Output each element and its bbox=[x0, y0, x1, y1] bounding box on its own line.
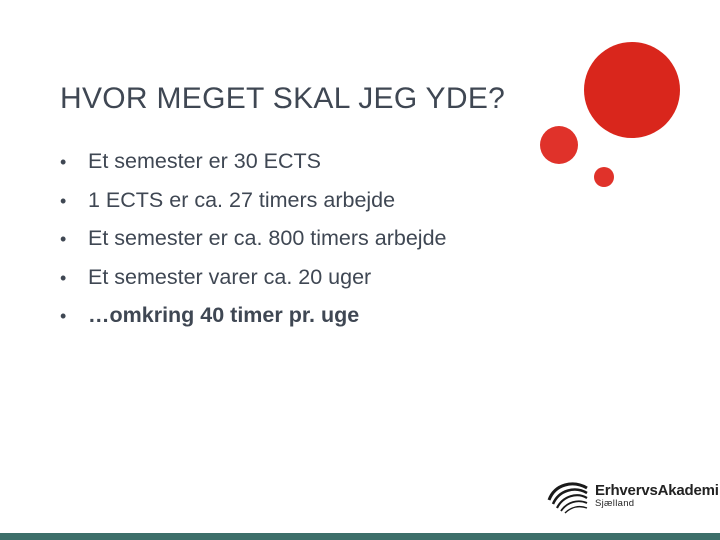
small-red-circle-decoration bbox=[594, 167, 614, 187]
bullet-text: 1 ECTS er ca. 27 timers arbejde bbox=[88, 187, 396, 212]
bullet-item-emphasis bbox=[60, 300, 447, 339]
bullet-dot: • bbox=[60, 152, 67, 172]
bullet-item bbox=[60, 185, 447, 224]
bullet-list bbox=[60, 146, 447, 339]
bullet-text: …omkring 40 timer pr. uge bbox=[88, 303, 360, 328]
bullet-text: Et semester varer ca. 20 uger bbox=[88, 264, 372, 289]
bullet-text: Et semester er ca. 800 timers arbejde bbox=[88, 226, 447, 251]
bullet-item bbox=[60, 146, 447, 185]
bullet-text: Et semester er 30 ECTS bbox=[88, 149, 321, 173]
bullet-dot: • bbox=[60, 306, 67, 327]
swoosh-logo-icon bbox=[545, 478, 591, 514]
logo-subtitle: Sjælland bbox=[595, 498, 635, 510]
large-red-circle-decoration bbox=[584, 42, 680, 138]
bullet-dot: • bbox=[60, 190, 67, 211]
slide-title: HVOR MEGET SKAL JEG YDE? bbox=[60, 82, 506, 115]
erhvervsakademi-logo bbox=[545, 478, 719, 514]
bullet-dot: • bbox=[60, 229, 67, 250]
bullet-dot: • bbox=[60, 267, 67, 288]
bottom-bar bbox=[0, 533, 720, 540]
bullet-item bbox=[60, 262, 447, 301]
medium-red-circle-decoration bbox=[540, 126, 578, 164]
bullet-item bbox=[60, 223, 447, 262]
logo-name: ErhvervsAkademi bbox=[595, 482, 719, 500]
